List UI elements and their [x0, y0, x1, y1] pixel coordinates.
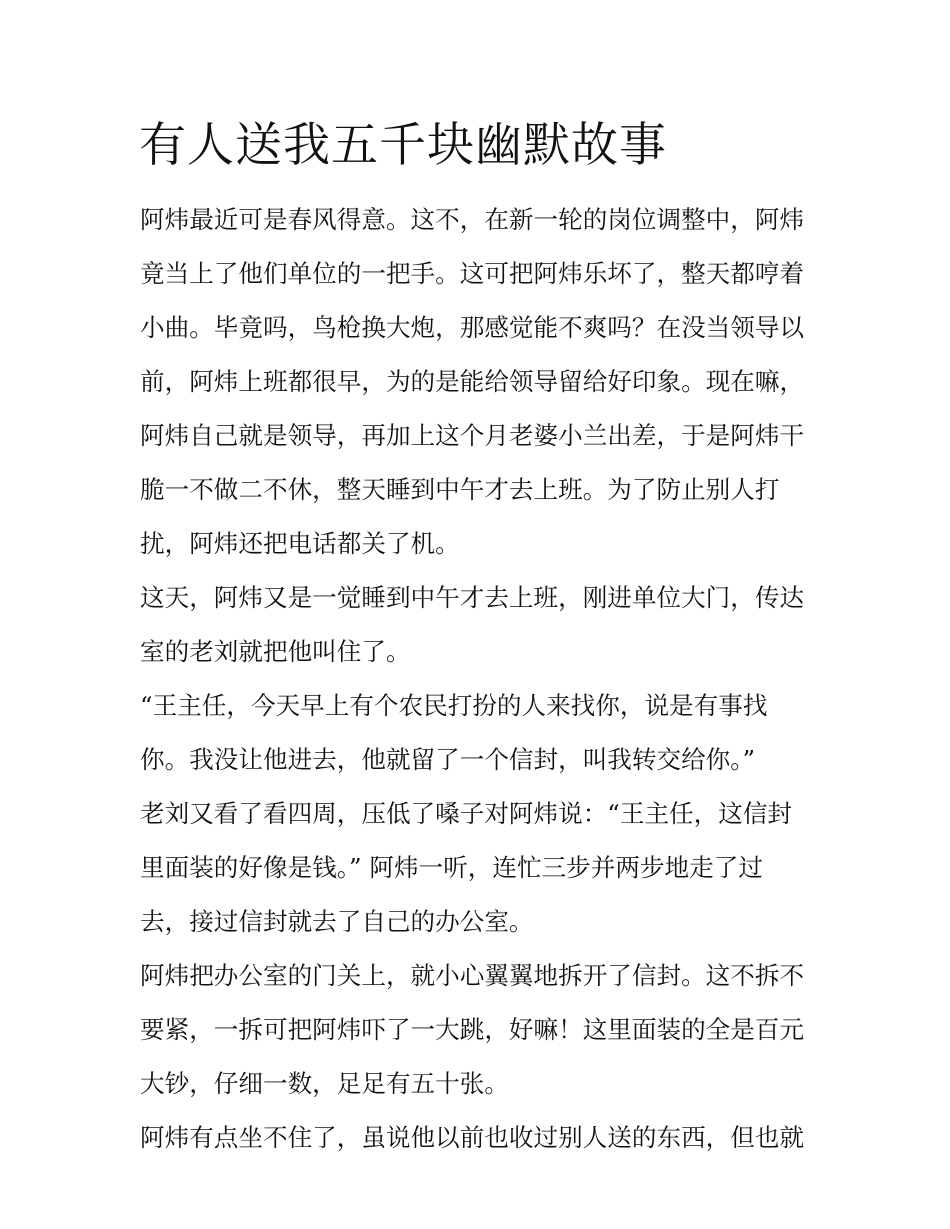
- text-line: 阿炜把办公室的门关上，就小心翼翼地拆开了信封。这不拆不: [140, 961, 805, 990]
- text-line: 这天，阿炜又是一觉睡到中午才去上班，刚进单位大门，传达: [140, 583, 805, 612]
- text-line: 老刘又看了看四周，压低了嗓子对阿炜说：“王主任，这信封: [140, 799, 793, 828]
- text-line: 要紧，一拆可把阿炜吓了一大跳，好嘛！这里面装的全是百元: [140, 1015, 805, 1044]
- text-line: 大钞，仔细一数，足足有五十张。: [140, 1069, 509, 1098]
- text-line: 你。我没让他进去，他就留了一个信封，叫我转交给你。”: [140, 745, 756, 774]
- text-line: 阿炜有点坐不住了，虽说他以前也收过别人送的东西，但也就: [140, 1123, 805, 1152]
- text-line: 阿炜最近可是春风得意。这不，在新一轮的岗位调整中，阿炜: [140, 205, 805, 234]
- text-line: 竟当上了他们单位的一把手。这可把阿炜乐坏了，整天都哼着: [140, 259, 805, 288]
- text-line: 室的老刘就把他叫住了。: [140, 637, 411, 666]
- text-line: 脆一不做二不休，整天睡到中午才去上班。为了防止别人打: [140, 475, 780, 504]
- text-line: 去，接过信封就去了自己的办公室。: [140, 907, 534, 936]
- text-line: 前，阿炜上班都很早，为的是能给领导留给好印象。现在嘛，: [140, 367, 805, 396]
- text-line: “王主任，今天早上有个农民打扮的人来找你，说是有事找: [140, 691, 768, 720]
- text-line: 扰，阿炜还把电话都关了机。: [140, 529, 460, 558]
- text-line: 小曲。毕竟吗，鸟枪换大炮，那感觉能不爽吗？在没当领导以: [140, 313, 805, 342]
- text-line: 里面装的好像是钱。” 阿炜一听，连忙三步并两步地走了过: [140, 853, 763, 882]
- document-body: [140, 193, 830, 1165]
- document-title: 有人送我五千块幽默故事: [139, 118, 667, 173]
- text-line: 阿炜自己就是领导，再加上这个月老婆小兰出差，于是阿炜干: [140, 421, 805, 450]
